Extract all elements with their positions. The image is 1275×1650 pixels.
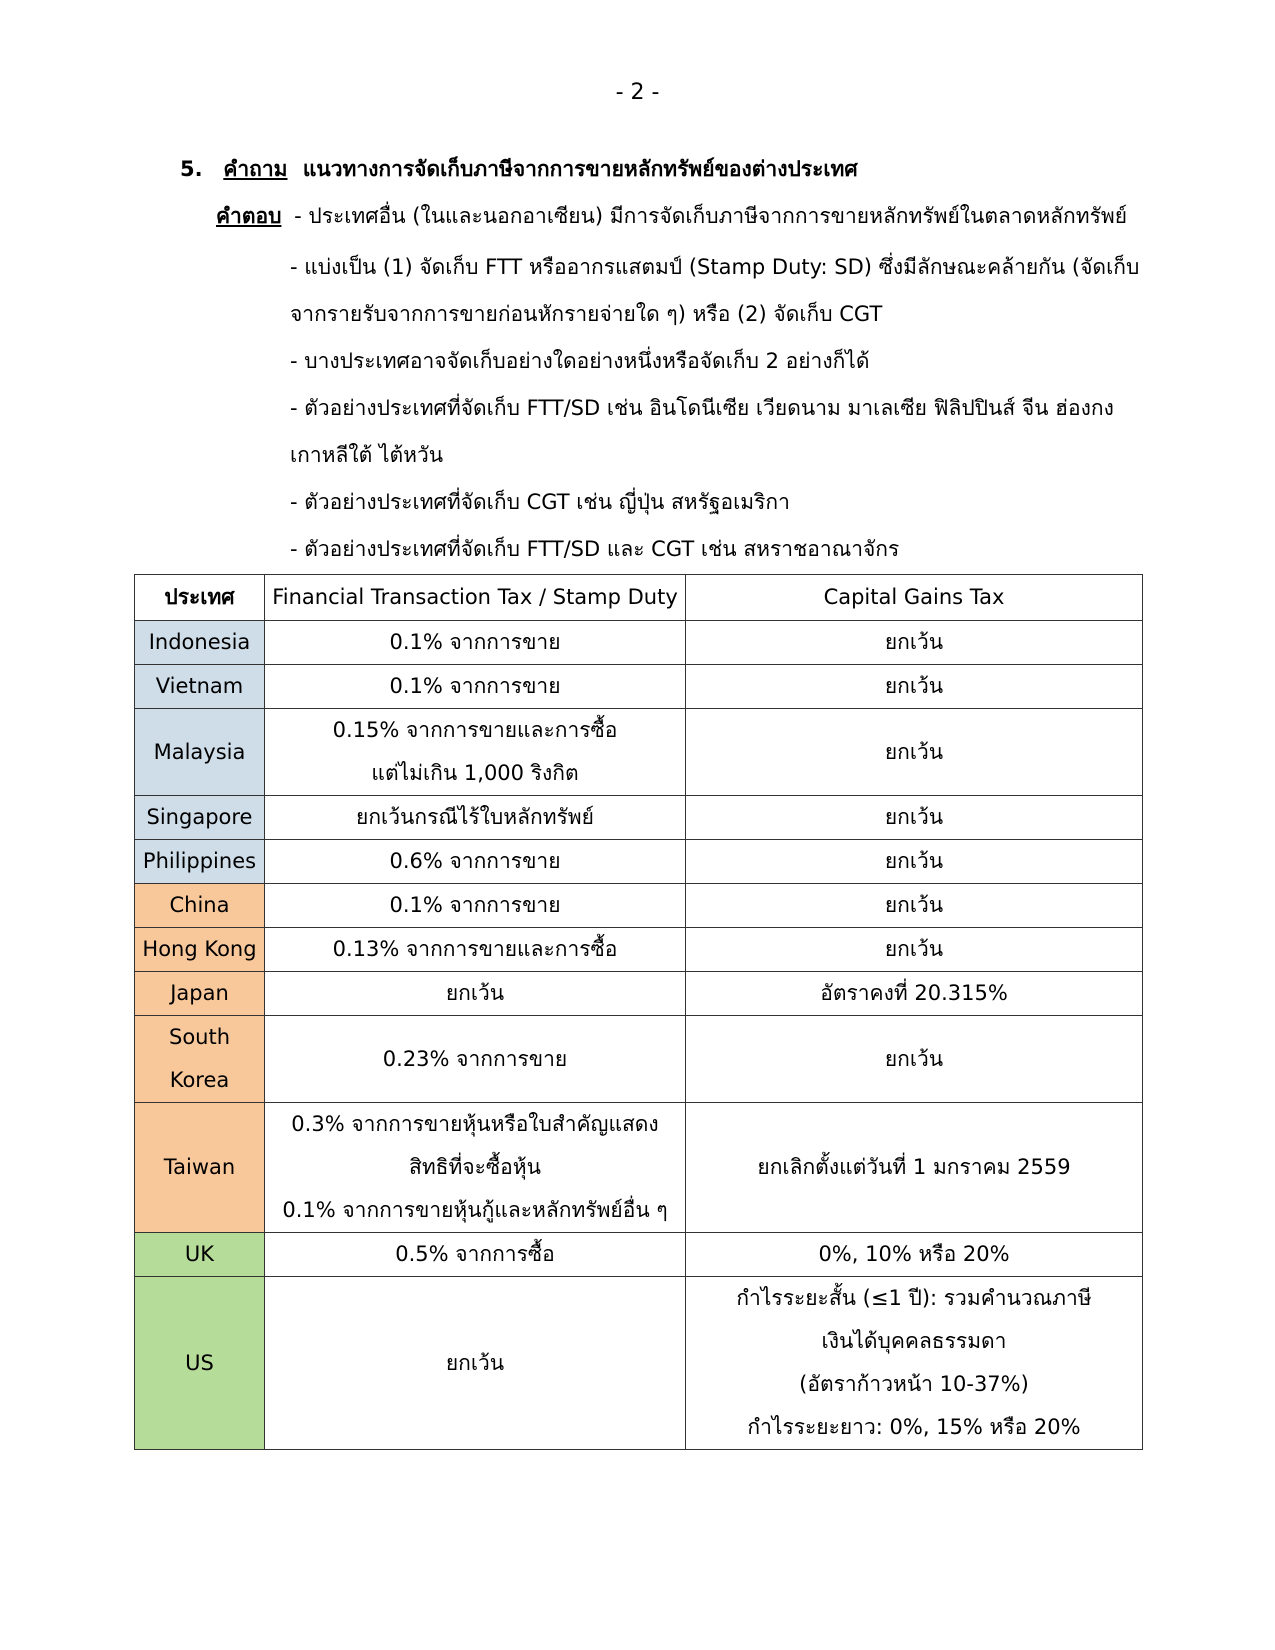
answer-text: - ประเทศอื่น (ในและนอกอาเซียน) มีการจัดเก็บภาษีจากการขายหลักทรัพย์ในตลาดหลักทรัพย์ [294,204,1128,228]
table-header-row [135,575,1143,621]
ftt-cell: 0.1% จากการขาย [265,621,686,665]
cgt-cell [686,1277,1143,1450]
ftt-cell: 0.5% จากการซื้อ [265,1233,686,1277]
answer-label: คำตอบ [216,204,282,228]
cgt-cell: ยกเว้น [686,1016,1143,1103]
bullet-item: - แบ่งเป็น (1) จัดเก็บ FTT หรืออากรแสตมป์ (Stamp Duty: SD) ซึ่งมีลักษณะคล้ายกัน (จัดเก็บจากรายรับจากการขายก่อนหักรายจ่ายใด ๆ) หรือ (2) จัดเก็บ CGT [290,255,1140,326]
cgt-cell: ยกเว้น [686,840,1143,884]
page-number: - 2 - [615,80,660,105]
tax-comparison-table [134,574,1143,1450]
country-cell: Indonesia [135,621,265,665]
ftt-line: 0.3% จากการขายหุ้นหรือใบสำคัญแสดงสิทธิที่จะซื้อหุ้น [291,1112,659,1179]
bullet-item: - ตัวอย่างประเทศที่จัดเก็บ FTT/SD เช่น อินโดนีเซีย เวียดนาม มาเลเซีย ฟิลิปปินส์ จีน ฮ่องกง เกาหลีใต้ ไต้หวัน [290,396,1114,467]
cgt-cell: 0%, 10% หรือ 20% [686,1233,1143,1277]
country-cell: Hong Kong [135,928,265,972]
question-line [180,153,858,186]
table-row [135,1103,1143,1233]
table-row [135,884,1143,928]
bullet-item: - ตัวอย่างประเทศที่จัดเก็บ FTT/SD และ CGT เช่น สหราชอาณาจักร [290,537,900,561]
ftt-cell [265,709,686,796]
ftt-cell: 0.13% จากการขายและการซื้อ [265,928,686,972]
country-cell: Malaysia [135,709,265,796]
ftt-cell: ยกเว้น [265,1277,686,1450]
bullet-item: - บางประเทศอาจจัดเก็บอย่างใดอย่างหนึ่งหรือจัดเก็บ 2 อย่างก็ได้ [290,349,870,373]
country-cell: Singapore [135,796,265,840]
answer-line [216,200,1127,233]
country-cell: Philippines [135,840,265,884]
cgt-line: กำไรระยะยาว: 0%, 15% หรือ 20% [747,1415,1081,1439]
bullet-item: - ตัวอย่างประเทศที่จัดเก็บ CGT เช่น ญี่ปุ่น สหรัฐอเมริกา [290,490,790,514]
question-text: แนวทางการจัดเก็บภาษีจากการขายหลักทรัพย์ของต่างประเทศ [302,157,858,181]
table-row [135,621,1143,665]
table-row [135,972,1143,1016]
table-row [135,840,1143,884]
ftt-cell: 0.1% จากการขาย [265,665,686,709]
question-number: 5. [180,157,203,181]
country-cell: South Korea [135,1016,265,1103]
table-row [135,928,1143,972]
country-cell: Vietnam [135,665,265,709]
table-row [135,1016,1143,1103]
header-cgt: Capital Gains Tax [686,575,1143,621]
country-cell: Japan [135,972,265,1016]
table-row [135,709,1143,796]
cgt-cell: ยกเลิกตั้งแต่วันที่ 1 มกราคม 2559 [686,1103,1143,1233]
cgt-cell: ยกเว้น [686,884,1143,928]
table-row [135,1277,1143,1450]
cgt-cell: อัตราคงที่ 20.315% [686,972,1143,1016]
cgt-cell: ยกเว้น [686,928,1143,972]
ftt-cell: 0.23% จากการขาย [265,1016,686,1103]
question-label: คำถาม [223,157,288,181]
cgt-line: (อัตราก้าวหน้า 10-37%) [799,1372,1029,1396]
ftt-cell [265,1103,686,1233]
cgt-cell: ยกเว้น [686,621,1143,665]
ftt-cell: ยกเว้นกรณีไร้ใบหลักทรัพย์ [265,796,686,840]
ftt-cell: 0.6% จากการขาย [265,840,686,884]
cgt-cell: ยกเว้น [686,665,1143,709]
ftt-cell: ยกเว้น [265,972,686,1016]
header-ftt: Financial Transaction Tax / Stamp Duty [265,575,686,621]
header-country: ประเทศ [135,575,265,621]
cgt-line: กำไรระยะสั้น (≤1 ปี): รวมคำนวณภาษีเงินได้บุคคลธรรมดา [736,1286,1092,1353]
cgt-cell: ยกเว้น [686,709,1143,796]
table-row [135,1233,1143,1277]
ftt-cell: 0.1% จากการขาย [265,884,686,928]
table-row [135,796,1143,840]
country-cell: Taiwan [135,1103,265,1233]
table-row [135,665,1143,709]
ftt-text: 0.15% จากการขายและการซื้อ แต่ไม่เกิน 1,000 ริงกิต [332,718,618,785]
country-cell: UK [135,1233,265,1277]
answer-bullets [290,244,1150,573]
country-cell: China [135,884,265,928]
country-cell: US [135,1277,265,1450]
cgt-cell: ยกเว้น [686,796,1143,840]
ftt-line: 0.1% จากการขายหุ้นกู้และหลักทรัพย์อื่น ๆ [282,1198,668,1222]
